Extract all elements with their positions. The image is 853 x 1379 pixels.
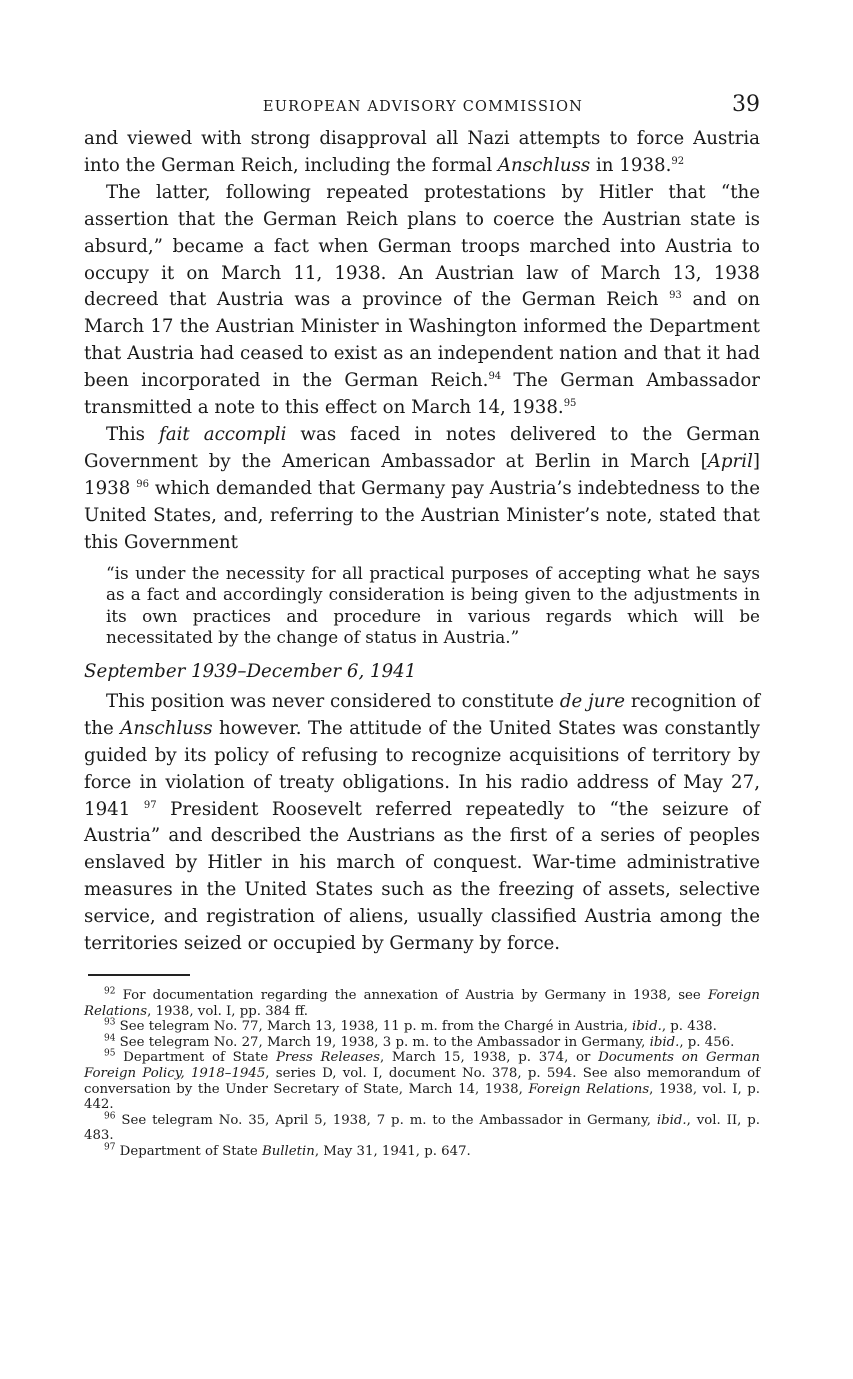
footnote-text: See telegram No. 77, March 13, 1938, 11 p. m. from the Chargé in Austria, (115, 1019, 633, 1035)
quote-text: “is under the necessity for all practical purposes of accepting what he says as a fact and accordingly consideration is being given to the adjustments in its own practices and procedure in various regards which will be necessitated by the change of status in Austria.” (106, 562, 760, 648)
italic-citation: Press Releases (275, 1050, 380, 1066)
page-header (84, 92, 760, 126)
footnote-number: 93 (104, 1017, 116, 1028)
footnote-text: , series D, vol. I, document No. 378, p. 594. See also memorandum of conversation by the Under Secretary of State, March 14, 1938, (84, 1065, 760, 1097)
footnote-text: , March 15, 1938, p. 374, or (379, 1050, 599, 1066)
footnote-ref-96[interactable]: 96 (136, 478, 149, 490)
footnote-text: , p. 438. (661, 1019, 717, 1035)
paragraph-text: The German Ambassador transmitted a note to this effect on March 14, 1938. (84, 370, 760, 419)
paragraph-text: This position was never considered to constitute (106, 690, 560, 712)
italic-citation: Foreign Relations (528, 1081, 650, 1097)
italic-citation: Documents on German Foreign Policy, 1918–1945 (84, 1050, 760, 1081)
italic-term: fait accompli (159, 423, 287, 445)
paragraph-text: and on March 17 the Austrian Minister in Washington informed the Department that Austria had ceased to exist as an independent nation and that it had been incorporated in the German Reich. (84, 289, 760, 392)
paragraph-text: however. The attitude of the United States was constantly guided by its policy of refusing to recognize acquisitions of territory by force in violation of treaty obligations. In his radio address of May 27, 1941 (84, 717, 760, 820)
section-heading: September 1939–December 6, 1941 (84, 660, 417, 682)
paragraph-text: The latter, following repeated protestations by Hitler that “the assertion that the German Reich plans to coerce the Austrian state is absurd,” became a fact when German troops marched into Austria to occupy it on March 11, 1938. An Austrian law of March 13, 1938 decreed that Austria was a province of the German Reich (84, 181, 760, 311)
italic-citation: ibid. (656, 1112, 687, 1128)
italic-citation: ibid. (649, 1034, 680, 1050)
footnote-text: , May 31, 1941, p. 647. (314, 1143, 471, 1159)
footnote-96 (84, 1113, 760, 1144)
footnote-number: 96 (104, 1111, 116, 1122)
footnote-text: Department of State (115, 1143, 262, 1159)
paragraph-text: in 1938. (590, 154, 672, 176)
italic-term: de jure (559, 690, 625, 712)
footnote-97 (84, 1144, 760, 1160)
paragraph-1 (84, 126, 760, 180)
footnote-ref-92[interactable]: 92 (671, 155, 685, 167)
paragraph-text: President Roosevelt referred repeatedly to “the seizure of Austria” and described the Austrians as the first of a series of peoples enslaved by Hitler in his march of conquest. War-time administrative measures in the United States such as the freezing of assets, selective service, and registration of aliens, usually classified Austria among the territories seized or occupied by Germany by force. (84, 798, 760, 955)
paragraph-text: and viewed with strong disapproval all Nazi attempts to force Austria into the German Reich, including the formal (84, 128, 760, 176)
footnote-95 (84, 1050, 760, 1112)
footnote-text: , vol. II, p. 483. (84, 1112, 761, 1144)
italic-term: Anschluss (497, 154, 591, 176)
footnote-number: 92 (104, 986, 116, 997)
footnote-94 (84, 1035, 760, 1051)
footnote-text: See telegram No. 27, March 19, 1938, 3 p. m. to the Ambassador in Germany, (115, 1034, 650, 1050)
document-page (84, 92, 760, 1159)
footnote-text: See telegram No. 35, April 5, 1938, 7 p. m. to the Ambassador in Germany, (115, 1112, 657, 1128)
paragraph-2 (84, 180, 760, 422)
footnote-ref-94[interactable]: 94 (488, 371, 502, 383)
paragraph-text: was faced in notes delivered to the German Government by the American Ambassador at Berlin in March [ (84, 423, 761, 472)
running-head: EUROPEAN ADVISORY COMMISSION (262, 99, 584, 115)
paragraph-3 (84, 422, 760, 557)
footnote-text: For documentation regarding the annexation of Austria by Germany in 1938, see (115, 987, 708, 1003)
page-number: 39 (732, 92, 760, 117)
footnote-number: 95 (104, 1048, 116, 1059)
footnotes (84, 988, 760, 1160)
paragraph-text: ] 1938 (84, 450, 760, 499)
footnote-number: 94 (104, 1033, 116, 1044)
footnote-ref-95[interactable]: 95 (563, 398, 577, 409)
italic-term: April (707, 450, 753, 472)
italic-citation: ibid. (632, 1019, 662, 1035)
paragraph-text: recognition of the (84, 690, 760, 739)
paragraph-4 (84, 689, 760, 958)
block-quote (84, 563, 760, 649)
footnote-divider (88, 974, 190, 976)
footnote-ref-97[interactable]: 97 (143, 799, 157, 811)
footnote-number: 97 (104, 1142, 116, 1153)
footnote-92 (84, 988, 760, 1019)
footnote-text: , 1938, vol. I, pp. 384 ff. (147, 1003, 309, 1019)
italic-term: Anschluss (120, 717, 213, 739)
italic-citation: Bulletin (261, 1143, 315, 1159)
paragraph-text: This (106, 423, 160, 445)
italic-citation: Foreign Relations (84, 987, 760, 1019)
footnote-text: Department of State (115, 1050, 276, 1066)
body-text (84, 126, 760, 958)
footnote-text: , 1938, vol. I, p. 442. (84, 1081, 761, 1113)
footnote-93 (84, 1019, 760, 1035)
footnote-text: , p. 456. (679, 1034, 735, 1050)
paragraph-text: which demanded that Germany pay Austria’s indebtedness to the United States, and, referring to the Austrian Minister’s note, stated that this Government (84, 477, 760, 553)
footnote-ref-93[interactable]: 93 (669, 290, 682, 302)
